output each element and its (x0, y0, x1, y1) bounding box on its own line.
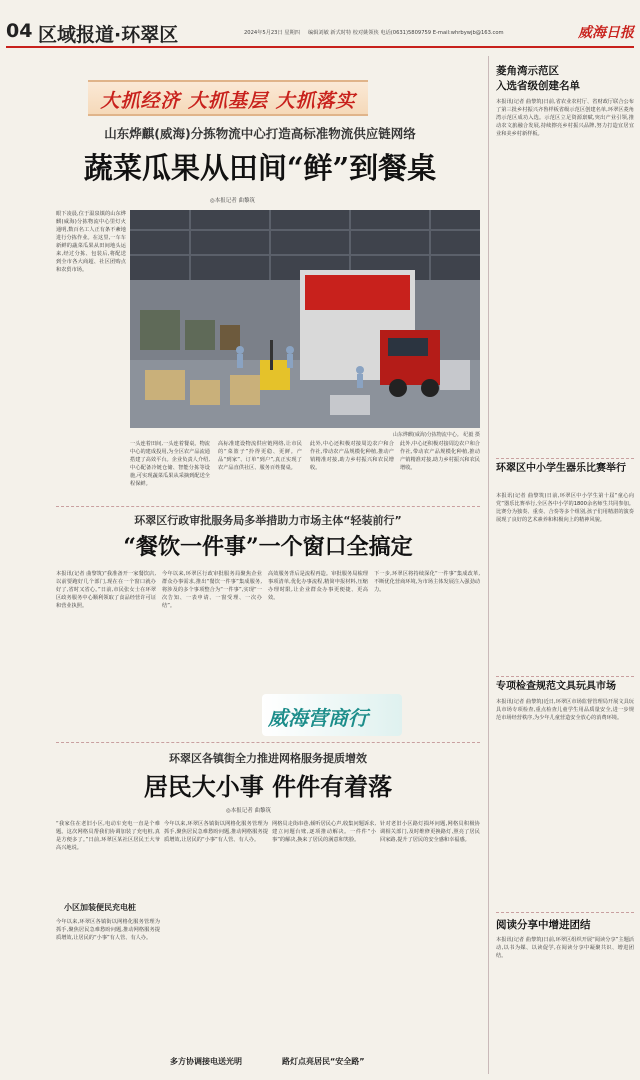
sidebar-divider-3 (496, 912, 634, 913)
sidebar-divider-1 (496, 458, 634, 459)
warehouse-photo-illustration (130, 210, 480, 428)
sidebar-news3-body: 本报讯(记者 曲黎筑)近日,环翠区市场监督管理局开展文具玩具市场专项检查,重点检查儿童学生用品质量安全,进一步规范市场经营秩序,为少年儿童营造安全放心的消费环境。 (496, 699, 634, 721)
divider-1 (56, 506, 480, 507)
article1-col2: 一头连着田间,一头连着餐桌。物流中心的建成投用,为全区农产品流通搭建了高效平台。企业负责人介绍,中心配备冷链仓储、智能分拣等设施,可实现蔬菜瓜果从采摘到配送全程保鲜。 (130, 441, 210, 487)
masthead-logo: 威海日报 (578, 25, 634, 41)
section-title: 区域报道·环翠区 (38, 24, 179, 46)
article3-col1b: 今年以来,环翠区各镇街以网格化服务管理为抓手,聚焦居民急难愁盼问题,推动网格服务提质增效,让居民的“小事”有人管、有人办。 (56, 919, 160, 941)
sidebar-news1-title: 菱角湾示范区 入选省级创建名单 (496, 65, 580, 92)
article2-kicker: 环翠区行政审批服务局多举措助力市场主体“轻装前行” (134, 514, 402, 527)
article3-subhead-3: 路灯点亮居民“安全路” (282, 1057, 365, 1066)
article3-kicker: 环翠区各镇街全力推进网格服务提质增效 (169, 752, 367, 765)
feature-banner (262, 694, 402, 736)
page-header (6, 20, 634, 44)
article3-col4: 针对老旧小区路灯损坏问题,网格员积极协调相关部门,及时维修更换路灯,照亮了居民回家路,提升了居民的安全感和幸福感。 (380, 821, 480, 843)
sidebar-news2-title: 环翠区中小学生器乐比赛举行 (496, 463, 626, 474)
article1-byline: ◎本报记者 曲黎筑 (210, 198, 256, 204)
page-number: 04 (6, 20, 33, 42)
header-rule (6, 46, 634, 48)
article3-subhead-1: 小区加装便民充电桩 (64, 903, 136, 912)
article3-subhead-2: 多方协调接电送光明 (170, 1057, 242, 1066)
article1-col5: 此外,中心还积极对接周边农户和合作社,带动农产品规模化种植,推动产销精准对接,助力乡村振兴和农民增收。 (400, 441, 480, 471)
article1-kicker: 山东烨麒(威海)分拣物流中心打造高标准物流供应链网络 (104, 126, 416, 141)
sidebar-news4-body: 本报讯(记者 曲黎筑)日前,环翠区组织开展“阅读分享”主题活动,以书为媒、以读促学,在阅读分享中凝聚共识、增进团结。 (496, 937, 634, 959)
article1-col3: 高标准建设物流供应链网络,让市民的“菜篮子”拎得更稳、更鲜。产品“到家”、订单“到户”,真正实现了农产品直供社区、服务百姓餐桌。 (218, 441, 302, 471)
slogan-banner (88, 80, 368, 116)
feature-banner-text: 威海营商行 (268, 706, 368, 730)
article3-col1: “我家住在老旧小区,电动车充电一直是个难题。这次网格员帮我们协调加装了充电桩,真是方便多了。”日前,环翠区某社区居民王大爷高兴地说。 (56, 821, 160, 851)
article1-col4: 此外,中心还积极对接周边农户和合作社,带动农产品规模化种植,推动产销精准对接,助力乡村振兴和农民增收。 (310, 441, 394, 471)
issue-date: 2024年5月23日 星期四 (244, 30, 300, 36)
divider-2 (56, 742, 480, 743)
article2-col2: 今年以来,环翠区行政审批服务局聚焦企业群众办事需求,推出“餐饮一件事”集成服务,将涉及的多个事项整合为“一件事”,实现“一次告知、一表申请、一窗受理、一次办结”。 (162, 571, 262, 609)
article3-headline: 居民大小事 件件有着落 (143, 772, 393, 801)
article2-col3: 高效服务背后是流程再造。审批服务局梳理事项清单,优化办事流程,精简申报材料,压缩办理时限,让企业群众办事更便捷、更高效。 (268, 571, 368, 601)
slogan-text: 大抓经济 大抓基层 大抓落实 (100, 90, 356, 112)
article2-headline: “餐饮一件事”一个窗口全搞定 (123, 534, 413, 560)
sidebar-news1-body: 本报讯(记者 曲黎筑)日前,省农业农村厅、省财政厅联合公布了第三批乡村振兴齐鲁样板省级示范区创建名单,环翠区菱角湾示范区成功入选。示范区立足资源禀赋,突出产业引领,推动农文旅融合发展,持续擦亮乡村振兴品牌,努力打造宜居宜业和美乡村新样板。 (496, 99, 634, 137)
article3-col2: 今年以来,环翠区各镇街以网格化服务管理为抓手,聚焦居民急难愁盼问题,推动网格服务提质增效,让居民的“小事”有人管、有人办。 (164, 821, 268, 843)
article2-col1: 本报讯(记者 曲黎筑)“我准备开一家餐饮店,以前要跑好几个部门,现在在一个窗口就办好了,省时又省心。”日前,市民张女士在环翠区政务服务中心顺利领取了食品经营许可证和营业执照。 (56, 571, 156, 609)
article1-col1: 眼下凌晨,位于温泉镇的山东烨麒(威海)分拣物流中心里灯火通明,数百名工人正有条不紊地进行分拣作业。在这里,一车车新鲜的蔬菜瓜果从田间地头运来,经过分拣、包装后,将配送到全市各大商超、社区团购点和农贸市场。 (56, 211, 126, 273)
sidebar-news4-title: 阅读分享中增进团结 (496, 919, 591, 931)
sidebar-divider (488, 56, 489, 1074)
warehouse-photo (130, 210, 480, 428)
article2-col4: 下一步,环翠区将持续深化“一件事”集成改革,不断优化营商环境,为市场主体发展注入强劲动力。 (374, 571, 480, 593)
sidebar-news2-body: 本报讯(记者 曲黎筑)日前,环翠区中小学生第十届“童心向党”器乐比赛举行,全区各中小学的1800余名师生共同参加。比赛分为独奏、重奏、合奏等多个组别,孩子们用精湛的演奏展现了良好的艺术素养和积极向上的精神风貌。 (496, 493, 634, 523)
sidebar-divider-2 (496, 676, 634, 677)
article3-col3: 网格员走街串巷,倾听居民心声,收集问题诉求,建立问题台账,逐项推动解决。一件件“小事”的解决,换来了居民的满意和笑脸。 (272, 821, 376, 843)
article1-headline: 蔬菜瓜果从田间“鲜”到餐桌 (83, 151, 437, 185)
editor-info: 编辑刘敏 新式时特 校对姚领侠 电话(0631)5809759 E-mail:whrbywjb@163.com (308, 30, 504, 36)
sidebar-news3-title: 专项检查规范文具玩具市场 (496, 681, 616, 692)
photo-caption: 山东烨麒(威海)分拣物流中心。 纪毅 摄 (392, 432, 480, 438)
article3-byline: ◎本报记者 曲黎筑 (226, 808, 272, 814)
